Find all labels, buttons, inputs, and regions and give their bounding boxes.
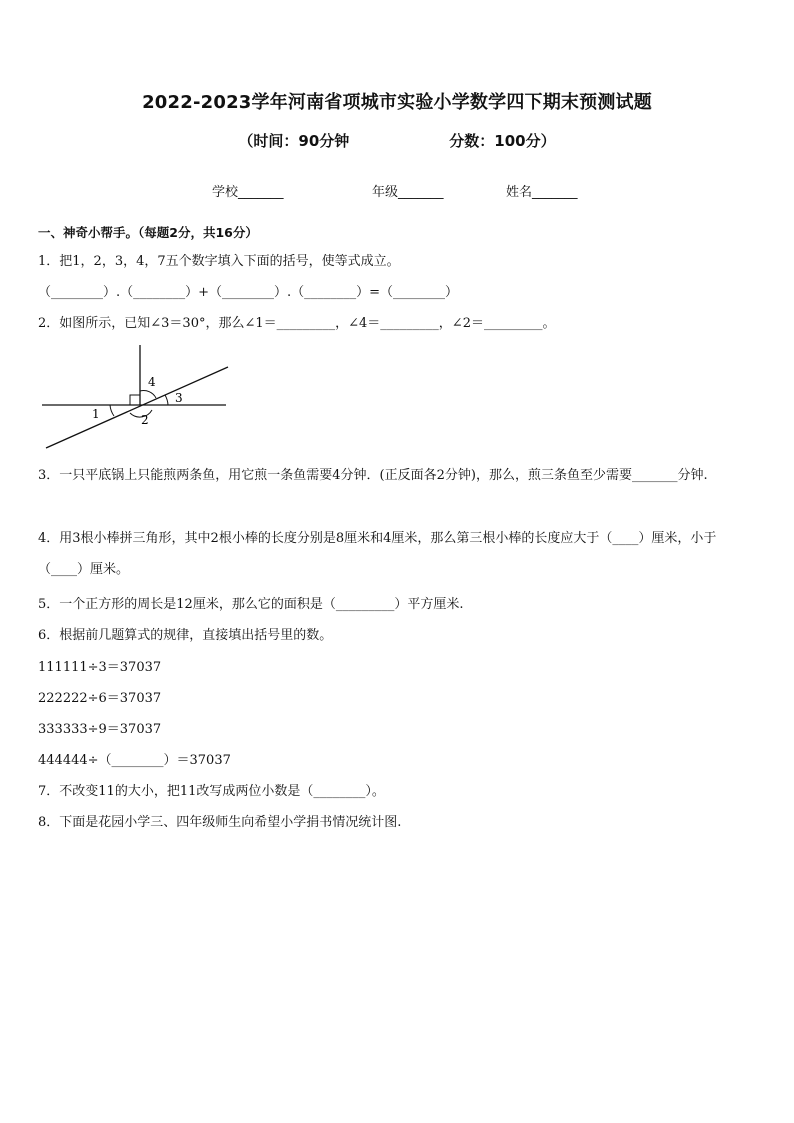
question-1: 1．把1，2，3，4，7五个数字填入下面的括号，使等式成立。 [38, 254, 400, 269]
slanted-line [46, 367, 228, 448]
question-4: 4．用3根小棒拼三角形，其中2根小棒的长度分别是8厘米和4厘米，那么第三根小棒的长度应大于（____）厘米，小于（____）厘米。 [38, 531, 717, 577]
angle-label-3: 3 [175, 391, 183, 405]
angle-figure [38, 340, 238, 455]
question-1-blanks[interactable]: （________）.（________）+（________）.（________）=（________） [38, 285, 459, 300]
equation-line-blank[interactable]: 444444÷（________）＝37037 [38, 753, 231, 768]
angle-arc-3 [165, 395, 168, 405]
exam-time: （时间：90分钟 [238, 132, 350, 150]
question-6: 6．根据前几题算式的规律，直接填出括号里的数。 [38, 628, 333, 643]
equation-line: 333333÷9＝37037 [38, 722, 162, 737]
angle-label-2: 2 [141, 413, 149, 427]
question-8: 8．下面是花园小学三、四年级师生向希望小学捐书情况统计图. [38, 815, 402, 830]
page-title: 2022-2023学年河南省项城市实验小学数学四下期末预测试题 [142, 92, 652, 113]
angle-arc-4 [140, 391, 156, 398]
name-field[interactable]: 姓名_______ [506, 185, 578, 200]
exam-score: 分数：100分） [449, 132, 556, 150]
angle-label-1: 1 [92, 407, 100, 421]
angle-arc-1 [110, 405, 114, 416]
question-2: 2．如图所示，已知∠3＝30°，那么∠1＝_________，∠4＝_________，∠2＝_________。 [38, 316, 556, 331]
question-5: 5．一个正方形的周长是12厘米，那么它的面积是（_________）平方厘米. [38, 597, 464, 612]
question-7: 7．不改变11的大小，把11改写成两位小数是（________）。 [38, 784, 385, 799]
question-3: 3．一只平底锅上只能煎两条鱼，用它煎一条鱼需要4分钟．(正反面各2分钟)，那么，煎三条鱼至少需要_______分钟. [38, 468, 708, 483]
angle-label-4: 4 [148, 375, 156, 389]
exam-meta [0, 130, 794, 151]
equation-line: 111111÷3＝37037 [38, 660, 162, 675]
right-angle-mark [130, 395, 140, 405]
grade-field[interactable]: 年级_______ [372, 185, 444, 200]
equation-line: 222222÷6＝37037 [38, 691, 162, 706]
school-field[interactable]: 学校_______ [212, 185, 284, 200]
section-heading: 一、神奇小帮手。（每题2分，共16分） [38, 225, 258, 240]
